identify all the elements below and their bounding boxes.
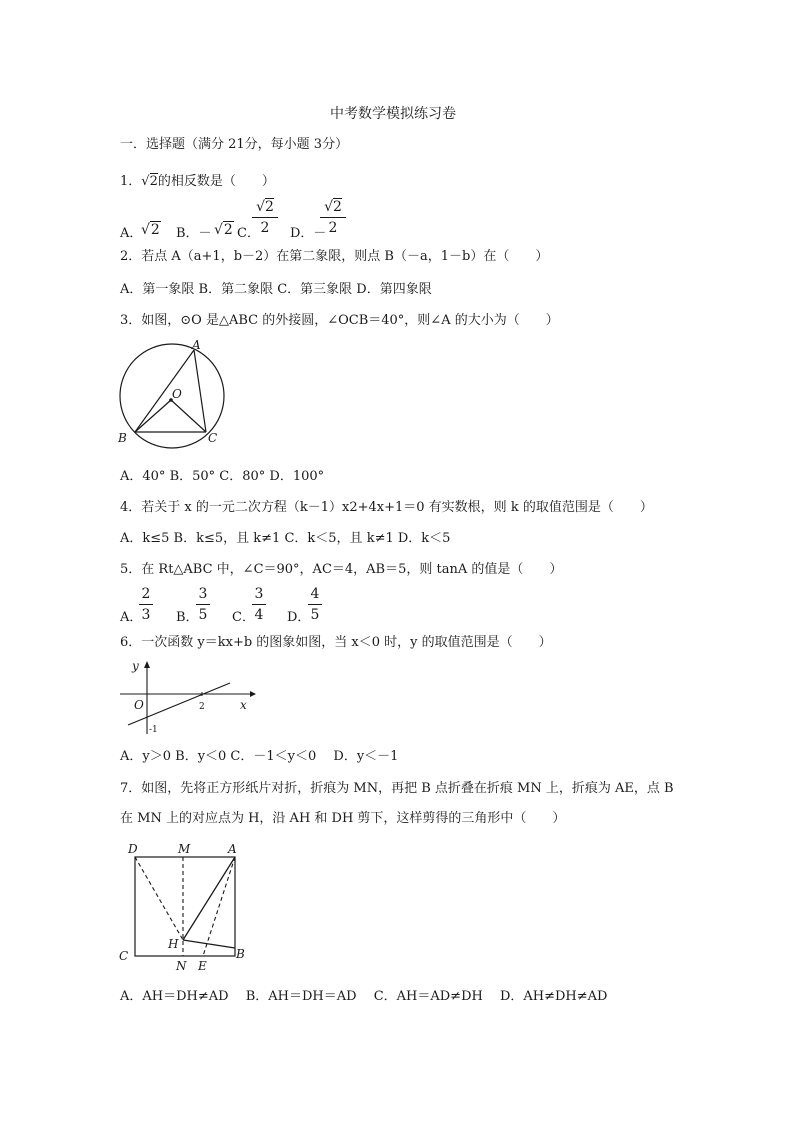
label-B: B (118, 431, 127, 445)
question-7-stem-line-2: 在 MN 上的对应点为 H，沿 AH 和 DH 剪下，这样剪得的三角形中（ ） (120, 811, 566, 826)
q1-option-d-fraction (320, 199, 346, 236)
question-4-options: A．k≤5 B．k≤5，且 k≠1 C．k＜5，且 k≠1 D．k＜5 (120, 531, 451, 546)
fraction-bar (196, 604, 210, 605)
q6-line-graph-figure (118, 658, 258, 738)
sqrt-icon: √ (141, 222, 150, 238)
q1-option-a-radicand: 2 (150, 222, 160, 238)
q1-option-b-radicand: 2 (223, 222, 233, 238)
label-M: M (178, 842, 191, 856)
segment-AH (183, 857, 235, 940)
fraction-bar (320, 217, 346, 218)
sqrt-icon: √ (256, 199, 265, 215)
label-y: y (132, 659, 139, 673)
question-2-stem: 2．若点 A（a+1，b－2）在第二象限，则点 B（－a，1－b）在（ ） (120, 249, 549, 264)
numerator: 2 (141, 586, 151, 602)
denominator: 3 (141, 607, 151, 623)
segment-HB (183, 940, 235, 948)
dashed-DH (135, 857, 183, 940)
sqrt-icon: √ (214, 222, 223, 238)
q1-option-d-denominator: 2 (328, 220, 338, 236)
fraction-bar (252, 604, 266, 605)
label-D: D (128, 842, 138, 856)
q3-circle-figure (115, 340, 230, 452)
q5-option-d-fraction (308, 586, 322, 623)
section-heading: 一．选择题（满分 21分，每小题 3分） (120, 137, 349, 152)
label-A: A (228, 842, 237, 856)
q7-square-fold-figure (116, 838, 256, 976)
q1-option-c-fraction (252, 199, 278, 236)
label-origin: O (134, 698, 144, 712)
q5-option-a-label: A． (120, 610, 143, 625)
denominator: 5 (310, 607, 320, 623)
q1-option-d-label: D．－ (290, 226, 327, 241)
label-A: A (192, 338, 201, 352)
q1-option-a-label: A． (120, 226, 143, 241)
label-x: x (240, 698, 247, 712)
x-axis-arrow-icon (250, 691, 256, 697)
sqrt-icon: √ (324, 199, 333, 215)
question-5-stem: 5．在 Rt△ABC 中，∠C＝90°，AC＝4，AB＝5，则 tanA 的值是（ ） (120, 562, 563, 577)
q1-option-a-value (141, 222, 161, 238)
q1-option-c-numerator: 2 (265, 199, 274, 215)
q1-option-b-value (214, 222, 234, 238)
fraction-bar (139, 604, 153, 605)
numerator: 4 (310, 586, 320, 602)
q1-radicand: 2 (149, 174, 158, 189)
question-7-stem-line-1: 7．如图，先将正方形纸片对折，折痕为 MN，再把 B 点折叠在折痕 MN 上，折痕为 AE，点 B (120, 781, 674, 796)
q5-option-b-fraction (196, 586, 210, 623)
label-H: H (168, 937, 179, 951)
q5-option-d-label: D． (287, 610, 311, 625)
question-6-stem: 6．一次函数 y＝kx+b 的图象如图，当 x＜0 时，y 的取值范围是（ ） (120, 635, 552, 650)
question-3-options: A．40° B．50° C．80° D．100° (120, 469, 325, 484)
label-two: 2 (199, 702, 205, 712)
label-C: C (119, 949, 129, 963)
label-O: O (172, 387, 182, 401)
fraction-bar (308, 604, 322, 605)
crease-AE (203, 857, 235, 956)
q1-number: 1． (120, 174, 142, 189)
q1-option-c-label: C． (237, 226, 260, 241)
sqrt-icon: √ (141, 174, 150, 189)
q1-option-b-label: B．－ (176, 226, 212, 241)
label-neg-one: -1 (149, 725, 158, 735)
q1-option-c-denominator: 2 (260, 220, 270, 236)
question-3-stem: 3．如图，⊙O 是△ABC 的外接圆，∠OCB＝40°，则∠A 的大小为（ ） (120, 313, 559, 328)
label-N: N (176, 959, 187, 973)
question-6-options: A．y＞0 B．y＜0 C．－1＜y＜0 D．y＜－1 (120, 749, 399, 764)
question-2-options: A．第一象限 B．第二象限 C．第三象限 D．第四象限 (120, 282, 432, 297)
label-E: E (198, 959, 207, 973)
question-1-stem (120, 174, 275, 190)
q5-option-a-fraction (139, 586, 153, 623)
q5-option-b-label: B． (176, 610, 199, 625)
denominator: 5 (198, 607, 208, 623)
q1-option-d-numerator: 2 (333, 199, 342, 215)
y-axis-arrow-icon (144, 661, 150, 668)
numerator: 3 (198, 586, 208, 602)
numerator: 3 (254, 586, 264, 602)
q5-option-c-label: C． (232, 610, 255, 625)
label-C: C (208, 431, 218, 445)
fraction-bar (252, 217, 278, 218)
page-title: 中考数学模拟练习卷 (330, 106, 456, 122)
q1-stem-text: 的相反数是（ ） (157, 174, 275, 189)
question-4-stem: 4．若关于 x 的一元二次方程（k－1）x2+4x+1＝0 有实数根，则 k 的取值范围是（ ） (120, 500, 653, 515)
q5-option-c-fraction (252, 586, 266, 623)
square (135, 857, 235, 956)
question-7-options: A．AH＝DH≠AD B．AH＝DH＝AD C．AH＝AD≠DH D．AH≠DH≠AD (120, 989, 608, 1004)
denominator: 4 (254, 607, 264, 623)
label-B: B (236, 947, 245, 961)
